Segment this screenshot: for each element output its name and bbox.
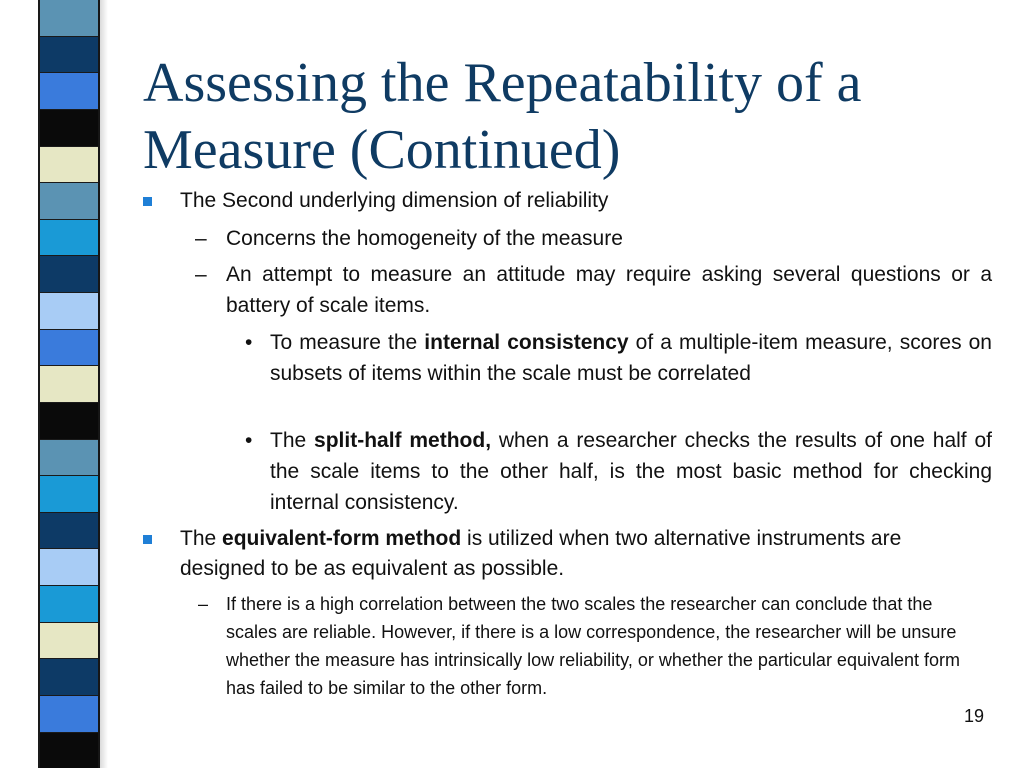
stripe-band <box>40 292 98 329</box>
bullet-text-part: The <box>270 429 315 452</box>
stripe-band <box>40 72 98 109</box>
bold-term: split-half method, <box>314 429 492 452</box>
bullet-text <box>270 429 992 514</box>
dot-bullet-icon: • <box>245 429 253 452</box>
bold-term: equivalent-form method <box>222 527 462 550</box>
stripe-band <box>40 439 98 476</box>
bullet-text-part: is utilized when two alternative instruments are designed to be as equivalent as possible. <box>180 527 902 580</box>
bullet-level1 <box>180 186 995 216</box>
square-bullet-icon <box>143 197 152 206</box>
bullet-text-part: The <box>180 527 223 550</box>
stripe-band <box>40 732 98 768</box>
stripe-band <box>40 219 98 256</box>
stripe-band <box>40 548 98 585</box>
bullet-level2 <box>195 223 992 254</box>
bullet-text-part: of a multiple-item measure, scores on subsets of items within the scale must be correlated <box>270 331 992 385</box>
stripe-band <box>40 255 98 292</box>
dash-bullet-icon: – <box>198 594 209 614</box>
stripe-band <box>40 622 98 659</box>
bullet-level3 <box>245 425 992 518</box>
stripe-band <box>40 146 98 183</box>
stripe-shadow <box>98 0 108 768</box>
bullet-level2 <box>195 259 992 321</box>
bullet-text: If there is a high correlation between the two scales the researcher can conclude that the scales are reliable. However, if there is a low correspondence, the researcher will be unsure whether the measure has intrinsically low reliability, or whether the particular equivalent form has failed to be similar to the other form. <box>226 594 961 698</box>
bullet-text: The Second underlying dimension of reliability <box>180 189 609 212</box>
stripe-band <box>40 695 98 732</box>
square-bullet-icon <box>143 535 152 544</box>
stripe-band <box>40 36 98 73</box>
stripe-band <box>40 329 98 366</box>
bullet-level2 <box>198 590 966 702</box>
bullet-text: Concerns the homogeneity of the measure <box>226 227 623 250</box>
slide-title <box>143 50 1003 184</box>
bold-term: internal consistency <box>424 331 629 354</box>
dash-bullet-icon: – <box>195 263 207 286</box>
slide-title-line: Measure (Continued) <box>143 119 621 181</box>
slide-title-line: Assessing the Repeatability of a <box>143 52 862 114</box>
stripe-band <box>40 109 98 146</box>
bullet-text-part: To measure the <box>270 331 425 354</box>
dash-bullet-icon: – <box>195 227 207 250</box>
page-number: 19 <box>964 706 985 726</box>
bullet-text <box>180 527 901 580</box>
stripe-band <box>40 402 98 439</box>
stripe-band <box>40 585 98 622</box>
bullet-level3 <box>245 327 992 389</box>
stripe-band <box>40 0 98 36</box>
bullet-text: An attempt to measure an attitude may require asking several questions or a battery of scale items. <box>226 263 992 317</box>
stripe-band <box>40 658 98 695</box>
bullet-level1 <box>180 524 940 584</box>
decorative-stripe-bar <box>38 0 100 768</box>
stripe-band <box>40 182 98 219</box>
dot-bullet-icon: • <box>245 331 253 354</box>
bullet-text <box>270 331 992 385</box>
stripe-band <box>40 512 98 549</box>
bullet-text-part: when a researcher checks the results of one half of the scale items to the other half, is the most basic method for checking internal consistency. <box>270 429 992 514</box>
stripe-band <box>40 365 98 402</box>
stripe-band <box>40 475 98 512</box>
